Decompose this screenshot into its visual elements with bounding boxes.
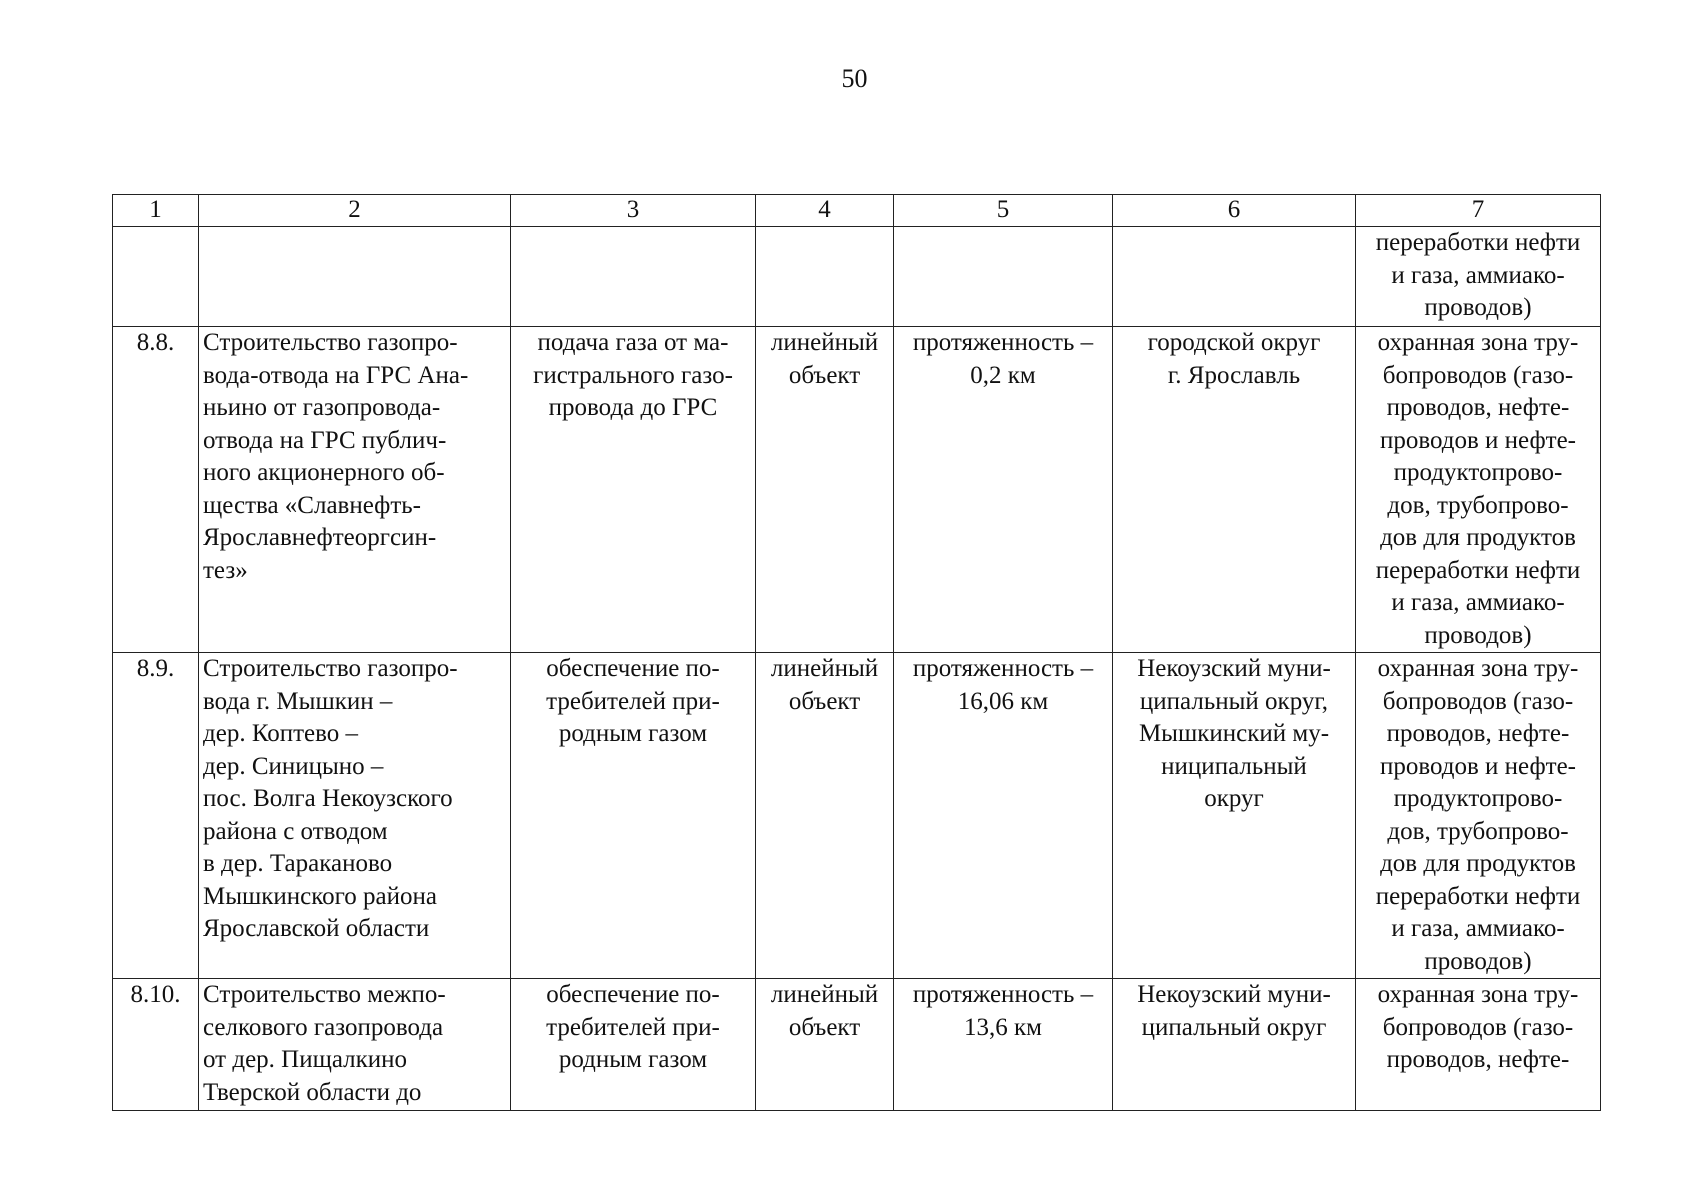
location-cell: Некоузский муни- ципальный округ, Мышкинский му- ниципальный округ — [1113, 653, 1356, 979]
table-cell — [894, 227, 1113, 327]
table-cell — [756, 227, 894, 327]
characteristics-cell: протяженность – 16,06 км — [894, 653, 1113, 979]
row-number-cell: 8.9. — [113, 653, 199, 979]
table-header-row — [113, 195, 1601, 227]
column-header: 4 — [756, 195, 894, 227]
table-row — [113, 327, 1601, 653]
row-number-cell: 8.10. — [113, 979, 199, 1111]
object-type-cell: линейный объект — [756, 653, 894, 979]
location-cell: Некоузский муни- ципальный округ — [1113, 979, 1356, 1111]
location-cell: городской округ г. Ярославль — [1113, 327, 1356, 653]
object-name-cell: Строительство газопро- вода г. Мышкин – дер. Коптево – дер. Синицыно – пос. Волга Некоузского района с отводом в дер. Тараканово Мышкинского района Ярославской области — [199, 653, 511, 979]
purpose-cell: обеспечение по- требителей при- родным газом — [511, 653, 756, 979]
column-header: 1 — [113, 195, 199, 227]
characteristics-cell: протяженность – 0,2 км — [894, 327, 1113, 653]
column-header: 3 — [511, 195, 756, 227]
table-cell — [199, 227, 511, 327]
characteristics-cell: протяженность – 13,6 км — [894, 979, 1113, 1111]
table-row — [113, 227, 1601, 327]
zone-cell: охранная зона тру- бопроводов (газо- проводов, нефте- проводов и нефте- продуктопрово- дов, трубопрово- дов для продуктов переработки нефти и газа, аммиако- проводов) — [1356, 653, 1601, 979]
purpose-cell: обеспечение по- требителей при- родным газом — [511, 979, 756, 1111]
table-row — [113, 653, 1601, 979]
column-header: 7 — [1356, 195, 1601, 227]
table-cell — [1113, 227, 1356, 327]
zone-cell: охранная зона тру- бопроводов (газо- проводов, нефте- проводов и нефте- продуктопрово- дов, трубопрово- дов для продуктов переработки нефти и газа, аммиако- проводов) — [1356, 327, 1601, 653]
object-name-cell: Строительство межпо- селкового газопровода от дер. Пищалкино Тверской области до — [199, 979, 511, 1111]
table-row — [113, 979, 1601, 1111]
table-cell — [511, 227, 756, 327]
object-type-cell: линейный объект — [756, 979, 894, 1111]
object-name-cell: Строительство газопро- вода-отвода на ГРС Ана- ньино от газопровода- отвода на ГРС публич- ного акционерного об- щества «Славнефть- Ярославнефтеоргсин- тез» — [199, 327, 511, 653]
table-cell — [113, 227, 199, 327]
page-number: 50 — [841, 64, 868, 93]
object-type-cell: линейный объект — [756, 327, 894, 653]
column-header: 2 — [199, 195, 511, 227]
column-header: 6 — [1113, 195, 1356, 227]
column-header: 5 — [894, 195, 1113, 227]
table-cell: переработки нефти и газа, аммиако- проводов) — [1356, 227, 1601, 327]
purpose-cell: подача газа от ма- гистрального газо- провода до ГРС — [511, 327, 756, 653]
zone-cell: охранная зона тру- бопроводов (газо- проводов, нефте- — [1356, 979, 1601, 1111]
document-table — [112, 194, 1601, 1111]
row-number-cell: 8.8. — [113, 327, 199, 653]
